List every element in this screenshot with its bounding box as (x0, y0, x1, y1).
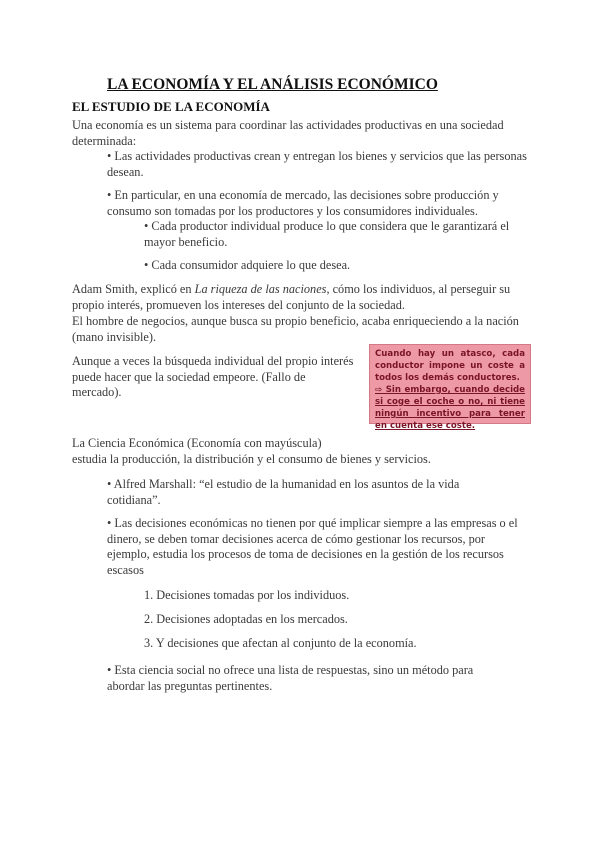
market-failure-paragraph: Aunque a veces la búsqueda individual del propio interés puede hacer que la sociedad empeore. (Fallo de mercado). (72, 354, 354, 399)
bullet-economic-decisions: • Las decisiones económicas no tienen por qué implicar siempre a las empresas o el dinero, se deben tomar decisiones acerca de cómo gestionar los recursos, por ejemplo, estudia los procesos de toma de decisiones en la gestión de los recursos escasos (107, 516, 518, 577)
document-title: LA ECONOMÍA Y EL ANÁLISIS ECONÓMICO (107, 76, 438, 93)
numbered-item-3: 3. Y decisiones que afectan al conjunto de la economía. (144, 636, 417, 650)
economic-science-line-1: La Ciencia Económica (Economía con mayúscula) (72, 436, 322, 450)
bullet-marshall: • Alfred Marshall: “el estudio de la humanidad en los asuntos de la vida cotidiana”. (107, 477, 460, 507)
bullet-productive-activities: • Las actividades productivas crean y entregan los bienes y servicios que las personas desean. (107, 149, 527, 179)
sub-bullet-producer: • Cada productor individual produce lo que considera que le garantizará el mayor beneficio. (144, 219, 510, 249)
smith-text-after: , cómo los individuos, al perseguir su propio interés, promueven los intereses del conjunto de la sociedad. (72, 282, 511, 312)
bullet-closing: • Esta ciencia social no ofrece una lista de respuestas, sino un método para abordar las preguntas pertinentes. (107, 663, 474, 693)
intro-paragraph: Una economía es un sistema para coordinar las actividades productivas en una sociedad determinada: (72, 118, 504, 148)
book-title: La riqueza de las naciones (194, 282, 327, 296)
economic-science-line-2: estudia la producción, la distribución y el consumo de bienes y servicios. (72, 452, 431, 466)
callout-line-2: ⇨ Sin embargo, cuando decide si coge el coche o no, ni tiene ningún incentivo para tener en cuenta ese coste. (375, 385, 525, 431)
sub-bullet-consumer: • Cada consumidor adquiere lo que desea. (144, 258, 351, 272)
smith-text-before: Adam Smith, explicó en (72, 282, 195, 296)
callout-line-1: Cuando hay un atasco, cada conductor impone un coste a todos los demás conductores. (375, 349, 525, 383)
traffic-jam-callout (369, 344, 531, 431)
section-heading: EL ESTUDIO DE LA ECONOMÍA (72, 99, 270, 114)
bullet-market-economy: • En particular, en una economía de mercado, las decisiones sobre producción y consumo son tomadas por los productores y los consumidores individuales. (107, 188, 499, 218)
numbered-item-1: 1. Decisiones tomadas por los individuos. (144, 588, 350, 602)
numbered-item-2: 2. Decisiones adoptadas en los mercados. (144, 612, 348, 626)
adam-smith-paragraph (72, 282, 530, 313)
invisible-hand-paragraph: El hombre de negocios, aunque busca su propio beneficio, acaba enriqueciendo a la nación (mano invisible). (72, 314, 519, 344)
